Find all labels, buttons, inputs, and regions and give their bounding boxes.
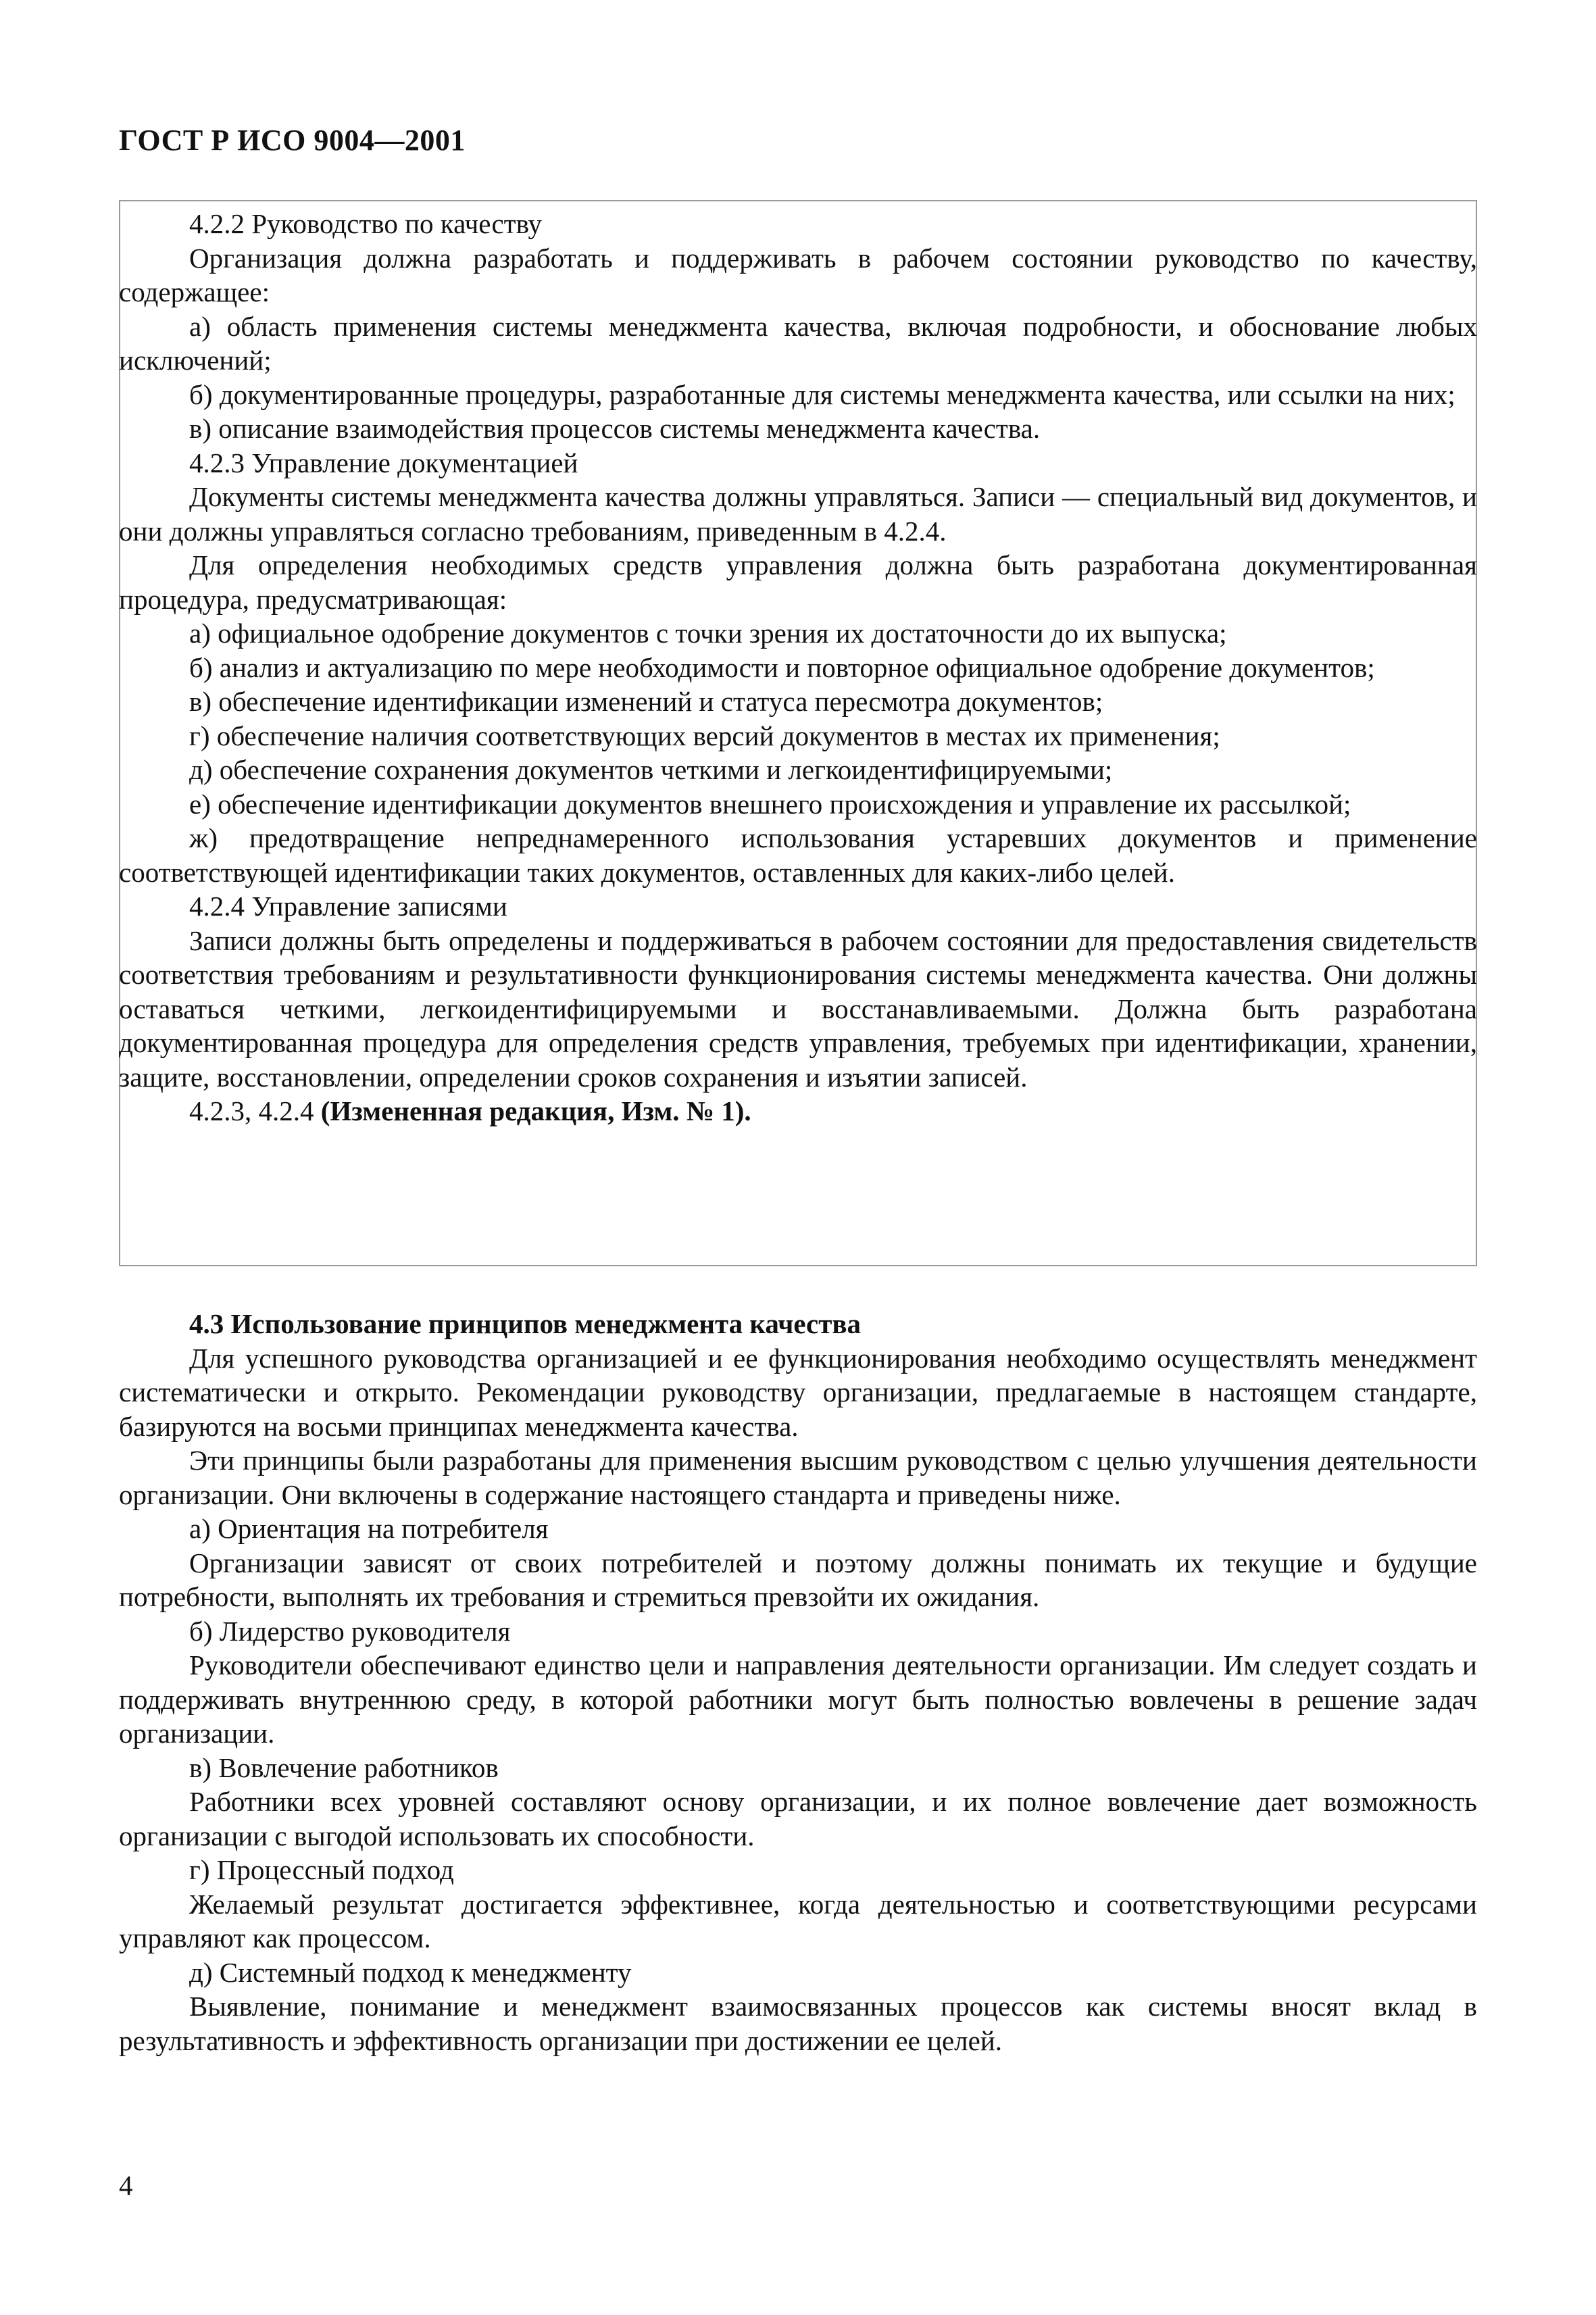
document-header: ГОСТ Р ИСО 9004—2001: [119, 124, 466, 157]
paragraph: Выявление, понимание и менеджмент взаимосвязанных процессов как системы вносят вклад в результативность и эффективность организации при достижении ее целей.: [119, 1991, 1477, 2056]
paragraph: Организация должна разработать и поддерживать в рабочем состоянии руководство по качеству, содержащее:: [119, 242, 1477, 307]
list-item: е) обеспечение идентификации документов внешнего происхождения и управление их рассылкой;: [189, 788, 1351, 820]
paragraph: Руководители обеспечивают единство цели и направления деятельности организации. Им следует создать и поддерживать внутреннюю среду, в которой работники могут быть полностью вовлечены в решение задач организации.: [119, 1649, 1477, 1749]
paragraph: Желаемый результат достигается эффективнее, когда деятельностью и соответствующими ресурсами управляют как процессом.: [119, 1888, 1477, 1953]
subsection-4-2-2-title: 4.2.2 Руководство по качеству: [189, 208, 543, 239]
principle-title: а) Ориентация на потребителя: [189, 1513, 549, 1544]
list-item: ж) предотвращение непреднамеренного использования устаревших документов и применение соответствующей идентификации таких документов, оставленных для каких-либо целей.: [119, 822, 1477, 888]
list-item: в) описание взаимодействия процессов системы менеджмента качества.: [189, 413, 1041, 444]
list-item: в) обеспечение идентификации изменений и статуса пересмотра документов;: [189, 686, 1103, 717]
subsection-4-2-3-title: 4.2.3 Управление документацией: [189, 447, 578, 478]
list-item: а) область применения системы менеджмента качества, включая подробности, и обоснование любых исключений;: [119, 310, 1477, 376]
paragraph: Организации зависят от своих потребителей и поэтому должны понимать их текущие и будущие потребности, выполнять их требования и стремиться превзойти их ожидания.: [119, 1547, 1477, 1612]
section-4-3: [119, 1307, 1477, 2058]
subsection-4-2-4-title: 4.2.4 Управление записями: [189, 891, 507, 922]
list-item: б) анализ и актуализацию по мере необходимости и повторное официальное одобрение документов;: [189, 651, 1375, 683]
principle-title: д) Системный подход к менеджменту: [189, 1956, 632, 1988]
paragraph: Документы системы менеджмента качества должны управляться. Записи — специальный вид документов, и они должны управляться согласно требованиям, приведенным в 4.2.4.: [119, 481, 1477, 547]
paragraph: Для определения необходимых средств управления должна быть разработана документированная процедура, предусматривающая:: [119, 549, 1477, 615]
principle-title: б) Лидерство руководителя: [189, 1615, 511, 1647]
amendment-prefix: 4.2.3, 4.2.4: [189, 1095, 321, 1126]
paragraph: Для успешного руководства организацией и ее функционирования необходимо осуществлять менеджмент систематически и открыто. Рекомендации руководству организации, предлагаемые в настоящем стандарте, базируются на восьми принципах менеджмента качества.: [119, 1342, 1477, 1442]
list-item: а) официальное одобрение документов с точки зрения их достаточности до их выпуска;: [189, 618, 1227, 649]
page-number: 4: [119, 2170, 133, 2201]
amendment-label: (Измененная редакция, Изм. № 1).: [320, 1095, 751, 1126]
amendment-note: [119, 1094, 1477, 1128]
principle-title: г) Процессный подход: [189, 1854, 454, 1885]
paragraph: Записи должны быть определены и поддерживаться в рабочем состоянии для предоставления свидетельств соответствия требованиям и результативности функционирования системы менеджмента качества. Они должны оставаться четкими, легкоидентифицируемыми и восстанавливаемыми. Должна быть разработана документированная процедура для определения средств управления, требуемых при идентификации, хранении, защите, восстановлении, определении сроков сохранения и изъятии записей.: [119, 924, 1477, 1093]
section-4-3-heading: 4.3 Использование принципов менеджмента качества: [189, 1308, 861, 1339]
list-item: г) обеспечение наличия соответствующих версий документов в местах их применения;: [189, 720, 1220, 751]
list-item: д) обеспечение сохранения документов четкими и легкоидентифицируемыми;: [189, 754, 1113, 785]
list-item: б) документированные процедуры, разработанные для системы менеджмента качества, или ссылки на них;: [189, 378, 1455, 410]
paragraph: Эти принципы были разработаны для применения высшим руководством с целью улучшения деятельности организации. Они включены в содержание настоящего стандарта и приведены ниже.: [119, 1445, 1477, 1510]
principle-title: в) Вовлечение работников: [189, 1751, 499, 1783]
paragraph: Работники всех уровней составляют основу организации, и их полное вовлечение дает возможность организации с выгодой использовать их способности.: [119, 1786, 1477, 1851]
amended-section-text: [119, 207, 1477, 1128]
